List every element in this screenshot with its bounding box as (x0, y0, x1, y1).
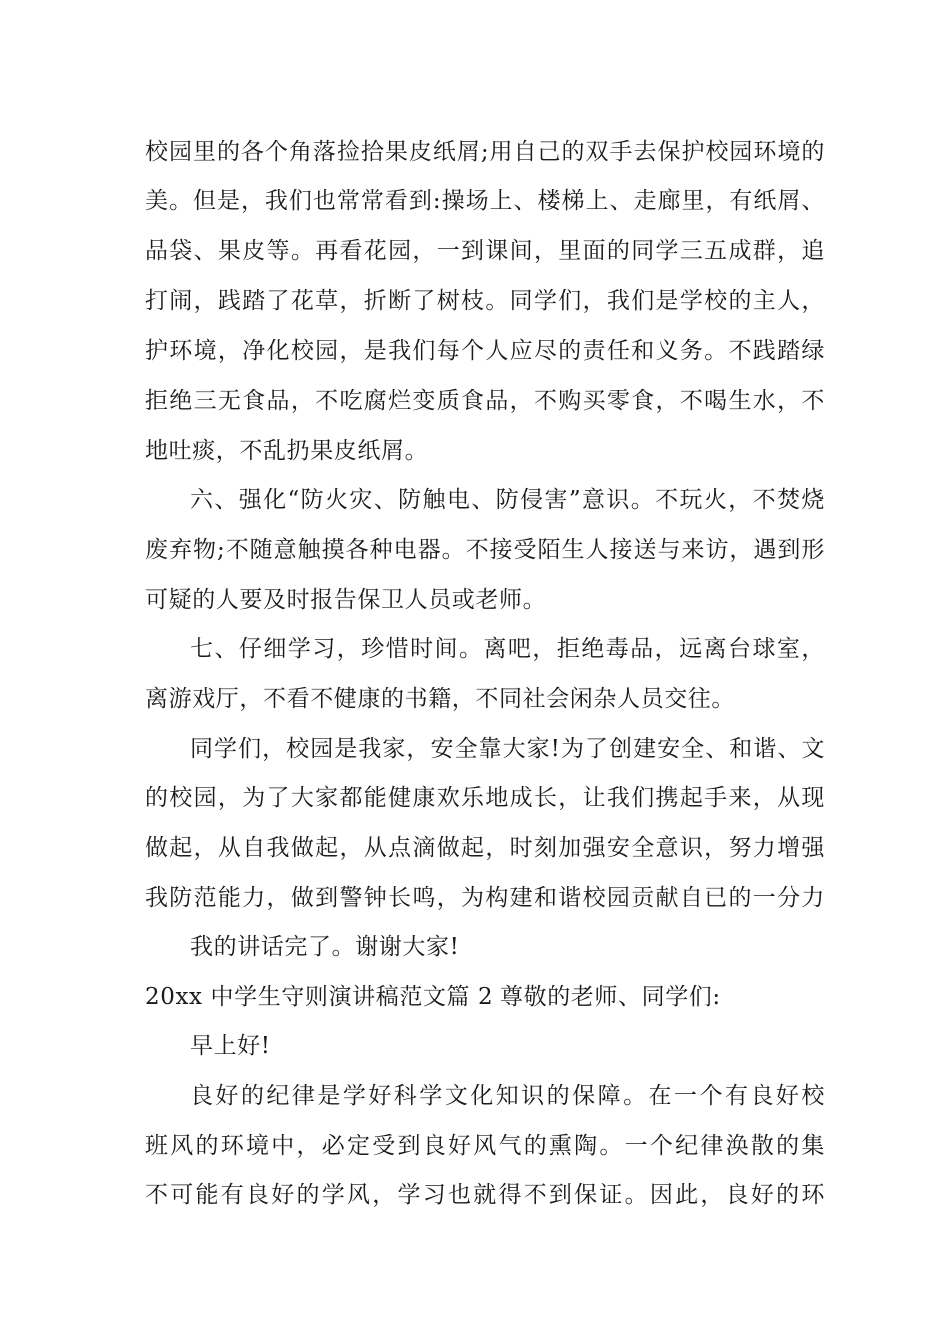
text-line: 可疑的人要及时报告保卫人员或老师。 (145, 587, 547, 613)
text-line: 同学们，校园是我家，安全靠大家!为了创建安全、和谐、文 (190, 736, 825, 762)
text-line: 做起，从自我做起，从点滴做起，时刻加强安全意识，努力增强 (145, 835, 825, 861)
text-line: 班风的环境中，必定受到良好风气的熏陶。一个纪律涣散的集 (145, 1133, 825, 1159)
section-heading (145, 980, 825, 1014)
text-line: 拒绝三无食品，不吃腐烂变质食品，不购买零食，不喝生水，不 (145, 388, 825, 414)
text-line: 我的讲话完了。谢谢大家! (190, 934, 460, 960)
text-line: 品袋、果皮等。再看花园，一到课间，里面的同学三五成群，追 (145, 238, 825, 264)
text-line: 良好的纪律是学好科学文化知识的保障。在一个有良好校 (190, 1083, 825, 1109)
heading-greeting: 尊敬的老师、同学们: (500, 984, 721, 1010)
heading-title: 20xx 中学生守则演讲稿范文篇 2 (145, 984, 494, 1010)
text-line: 护环境，净化校园，是我们每个人应尽的责任和义务。不践踏绿 (145, 338, 825, 364)
text-line: 的校园，为了大家都能健康欢乐地成长，让我们携起手来，从现 (145, 785, 825, 811)
text-line: 七、仔细学习，珍惜时间。离吧，拒绝毒品，远离台球室， (190, 636, 825, 662)
text-line: 打闹，践踏了花草，折断了树枝。同学们，我们是学校的主人， (145, 288, 825, 314)
text-line: 早上好! (190, 1033, 271, 1059)
text-line: 我防范能力，做到警钟长鸣，为构建和谐校园贡献自已的一分力 (145, 885, 825, 911)
text-line: 校园里的各个角落捡拾果皮纸屑;用自己的双手去保护校园环境的 (145, 139, 825, 165)
text-line: 六、强化“防火灾、防触电、防侵害”意识。不玩火，不焚烧 (190, 487, 825, 513)
text-line: 离游戏厅，不看不健康的书籍，不同社会闲杂人员交往。 (145, 686, 735, 712)
text-line: 地吐痰，不乱扔果皮纸屑。 (145, 438, 429, 464)
text-line: 废弃物;不随意触摸各种电器。不接受陌生人接送与来访，遇到形 (145, 537, 825, 563)
text-line: 美。但是，我们也常常看到:操场上、楼梯上、走廊里，有纸屑、 (145, 188, 825, 214)
text-line: 不可能有良好的学风，学习也就得不到保证。因此，良好的环 (145, 1182, 825, 1208)
